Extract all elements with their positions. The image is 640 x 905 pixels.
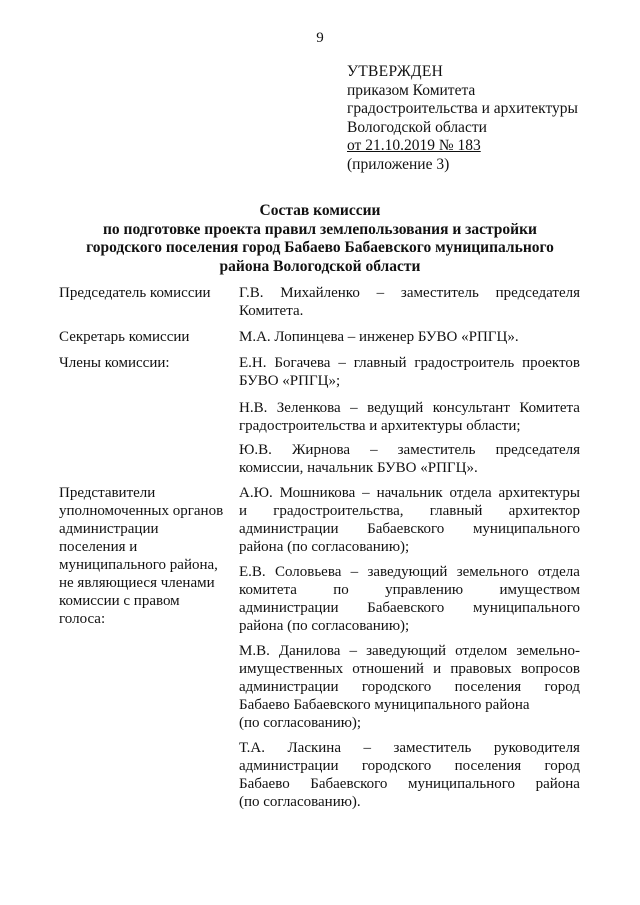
entry-line: Комитета. xyxy=(239,303,304,319)
word: начальник xyxy=(376,485,443,501)
word: – xyxy=(349,643,357,659)
justified-line xyxy=(239,354,580,372)
page-number: 9 xyxy=(316,30,324,46)
word: поселения xyxy=(454,679,522,695)
justified-line xyxy=(239,775,580,793)
role-secretary: Секретарь комиссии xyxy=(59,329,190,345)
word: Мошникова xyxy=(279,485,356,501)
word: ведущий xyxy=(367,400,424,416)
secretary-entry: М.А. Лопинцева – инженер БУВО «РПГЦ». xyxy=(239,329,519,345)
approval-appendix: (приложение 3) xyxy=(347,155,450,173)
word: отдела xyxy=(537,564,580,580)
role-chair: Председатель комиссии xyxy=(59,285,211,301)
word: Г.В. xyxy=(239,285,264,301)
word: и xyxy=(239,503,248,519)
word: М.В. xyxy=(239,643,270,659)
rep-entry xyxy=(239,484,580,556)
word: Соловьева xyxy=(274,564,342,580)
word: – xyxy=(376,285,385,301)
word: главный xyxy=(429,503,483,519)
word: архитектор xyxy=(508,503,580,519)
word: Жирнова xyxy=(291,442,351,458)
chair-entry xyxy=(239,284,580,320)
word: – xyxy=(350,400,358,416)
entry-line: (по согласованию). xyxy=(239,794,361,810)
role-members: Члены комиссии: xyxy=(59,355,170,371)
word: – xyxy=(338,355,346,371)
word: – xyxy=(370,442,378,458)
role-representatives xyxy=(59,484,223,628)
justified-line xyxy=(239,502,580,520)
word: Бабаевского xyxy=(310,776,388,792)
word: правовых xyxy=(450,661,512,677)
word: района xyxy=(535,776,580,792)
justified-line xyxy=(239,757,580,775)
word: городского xyxy=(361,758,432,774)
word: поселения xyxy=(454,758,522,774)
rep-entry xyxy=(239,642,580,732)
justified-line xyxy=(239,660,580,678)
word: муниципального xyxy=(407,776,516,792)
word: администрации xyxy=(239,758,339,774)
word: председателя xyxy=(495,285,580,301)
role-rep-line: администрации xyxy=(59,521,159,537)
approval-heading: УТВЕРЖДЕН xyxy=(347,63,444,80)
entry-line: Бабаево Бабаевского муниципального района xyxy=(239,697,530,713)
role-rep-line: уполномоченных органов xyxy=(59,503,224,519)
word: администрации xyxy=(239,600,339,616)
rep-entry xyxy=(239,739,580,811)
word: Е.В. xyxy=(239,564,266,580)
word: Зеленкова xyxy=(276,400,341,416)
title-line: по подготовке проекта правил землепользования и застройки xyxy=(103,220,537,238)
word: управлению xyxy=(385,582,464,598)
word: Т.А. xyxy=(239,740,265,756)
word: город xyxy=(544,679,580,695)
word: Ласкина xyxy=(287,740,341,756)
word: комитета xyxy=(239,582,297,598)
word: Бабаевского xyxy=(367,600,445,616)
word: имущественных xyxy=(239,661,344,677)
word: проектов xyxy=(522,355,580,371)
word: администрации xyxy=(239,521,339,537)
word: заместитель xyxy=(397,442,476,458)
role-rep-line: комиссии с правом xyxy=(59,593,180,609)
word: руководителя xyxy=(493,740,580,756)
word: Ю.В. xyxy=(239,442,272,458)
word: заместитель xyxy=(400,285,479,301)
justified-line xyxy=(239,441,580,459)
word: имуществом xyxy=(499,582,580,598)
word: – xyxy=(363,740,371,756)
justified-line xyxy=(239,399,580,417)
member-entry xyxy=(239,354,580,390)
word: муниципального xyxy=(472,521,580,537)
role-rep-line: поселения и xyxy=(59,539,138,555)
role-rep-line: не являющиеся членами xyxy=(59,575,215,591)
word: вопросов xyxy=(520,661,580,677)
justified-line xyxy=(239,581,580,599)
word: главный xyxy=(353,355,407,371)
word: Комитета xyxy=(519,400,580,416)
word: – xyxy=(350,564,359,580)
entry-line: района (по согласованию); xyxy=(239,539,410,555)
word: заведующий xyxy=(366,643,447,659)
word: Н.В. xyxy=(239,400,268,416)
word: заместитель xyxy=(393,740,472,756)
entry-line: района (по согласованию); xyxy=(239,618,410,634)
approval-line: градостроительства и архитектуры xyxy=(347,100,578,117)
word: земельно- xyxy=(516,643,580,659)
justified-line xyxy=(239,284,580,302)
member-entry xyxy=(239,399,580,435)
justified-line xyxy=(239,520,580,538)
word: отдела xyxy=(449,485,492,501)
word: Михайленко xyxy=(280,285,360,301)
word: Бабаевского xyxy=(367,521,445,537)
word: градостроитель xyxy=(414,355,515,371)
word: архитектуры xyxy=(498,485,580,501)
role-rep-line: Представители xyxy=(59,485,156,501)
word: А.Ю. xyxy=(239,485,273,501)
role-rep-line: муниципального района, xyxy=(59,557,218,573)
word: муниципального xyxy=(472,600,580,616)
word: земельного xyxy=(456,564,529,580)
rep-entry xyxy=(239,563,580,635)
member-entry xyxy=(239,441,580,477)
approval-order-number: от 21.10.2019 № 183 xyxy=(347,137,481,154)
entry-line: комиссии, начальник БУВО «РПГЦ». xyxy=(239,460,478,476)
word: городского xyxy=(361,679,432,695)
role-rep-line: голоса: xyxy=(59,611,106,627)
justified-line xyxy=(239,599,580,617)
justified-line xyxy=(239,739,580,757)
word: город xyxy=(544,758,580,774)
word: Данилова xyxy=(278,643,341,659)
approval-line: Вологодской области xyxy=(347,118,487,136)
entry-line: градостроительства и архитектуры области; xyxy=(239,418,521,434)
word: председателя xyxy=(495,442,580,458)
justified-line xyxy=(239,484,580,502)
word: по xyxy=(333,582,349,598)
title-line: района Вологодской области xyxy=(219,257,421,275)
title-line: Состав комиссии xyxy=(259,202,381,219)
entry-line: (по согласованию); xyxy=(239,715,362,731)
entry-line: БУВО «РПГЦ»; xyxy=(239,373,341,389)
justified-line xyxy=(239,563,580,581)
word: Богачева xyxy=(274,355,331,371)
word: администрации xyxy=(239,679,339,695)
document-title xyxy=(60,202,580,276)
word: заведующий xyxy=(367,564,448,580)
approval-line: приказом Комитета xyxy=(347,81,476,99)
approval-block xyxy=(347,63,578,174)
word: Бабаево xyxy=(239,776,290,792)
word: Е.Н. xyxy=(239,355,267,371)
justified-line xyxy=(239,678,580,696)
word: градостроительства, xyxy=(273,503,404,519)
word: – xyxy=(362,485,370,501)
title-line: городского поселения город Бабаево Бабаевского муниципального xyxy=(86,239,554,256)
word: и xyxy=(433,661,442,677)
justified-line xyxy=(239,642,580,660)
word: отделом xyxy=(455,643,508,659)
word: отношений xyxy=(352,661,424,677)
word: консультант xyxy=(432,400,510,416)
